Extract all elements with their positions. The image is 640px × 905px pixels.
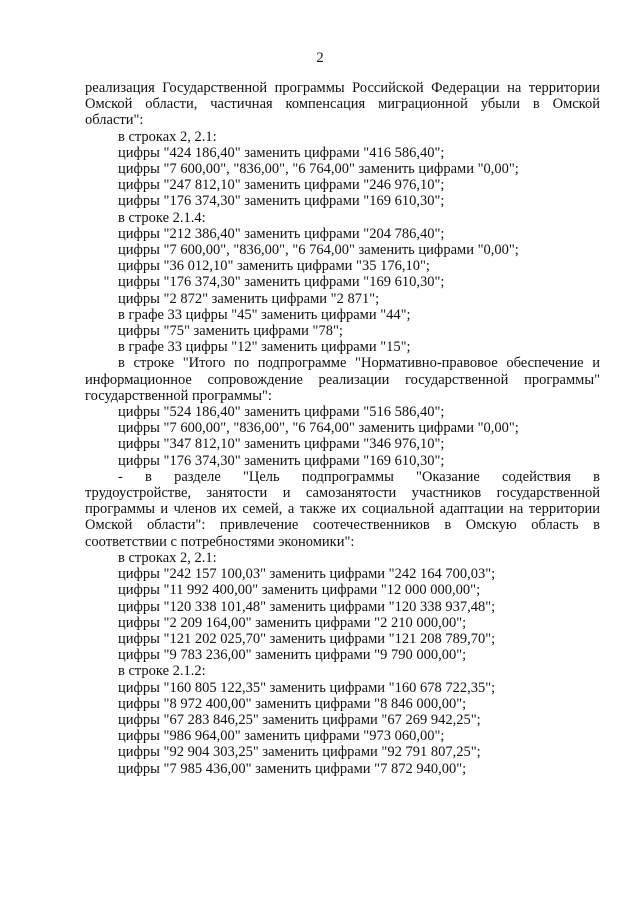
text-line: цифры "424 186,40" заменить цифрами "416 586,40"; [118,144,445,161]
text-line: в строке 2.1.2: [118,663,206,680]
text-line: трудоустройстве, занятости и самозанятости участников государственной [85,485,600,502]
text-line: цифры "7 600,00", "836,00", "6 764,00" заменить цифрами "0,00"; [118,242,519,259]
text-line: цифры "176 374,30" заменить цифрами "169 610,30"; [118,452,445,469]
text-line: цифры "176 374,30" заменить цифрами "169 610,30"; [118,274,445,291]
text-line: в строке 2.1.4: [118,209,206,226]
text-line: цифры "92 904 303,25" заменить цифрами "92 791 807,25"; [118,744,481,761]
text-line: цифры "120 338 101,48" заменить цифрами "120 338 937,48"; [118,598,496,615]
text-line: цифры "9 783 236,00" заменить цифрами "9 790 000,00"; [118,647,467,664]
text-line: цифры "247 812,10" заменить цифрами "246 976,10"; [118,177,445,194]
text-line: в строках 2, 2.1: [118,128,217,145]
text-line: в графе 33 цифры "12" заменить цифрами "15"; [118,339,411,356]
text-line: - в разделе "Цель подпрограммы "Оказание содействия в [118,468,600,485]
text-line: цифры "121 202 025,70" заменить цифрами "121 208 789,70"; [118,630,496,647]
text-line: Омской области": привлечение соотечественников в Омскую область в [85,517,600,534]
text-line: цифры "7 985 436,00" заменить цифрами "7 872 940,00"; [118,760,467,777]
text-line: цифры "212 386,40" заменить цифрами "204 786,40"; [118,225,445,242]
text-line: цифры "2 209 164,00" заменить цифрами "2 210 000,00"; [118,614,467,631]
text-line: цифры "67 283 846,25" заменить цифрами "67 269 942,25"; [118,711,481,728]
text-line: соответствии с потребностями экономики": [85,533,355,550]
text-line: цифры "7 600,00", "836,00", "6 764,00" заменить цифрами "0,00"; [118,420,519,437]
text-line: в графе 33 цифры "45" заменить цифрами "44"; [118,306,411,323]
text-line: реализация Государственной программы Российской Федерации на территории [85,80,600,96]
text-line: цифры "160 805 122,35" заменить цифрами "160 678 722,35"; [118,679,496,696]
text-line: Омской области, частичная компенсация миграционной убыли в Омской [85,96,600,113]
text-line: в строках 2, 2.1: [118,549,217,566]
text-line: цифры "524 186,40" заменить цифрами "516 586,40"; [118,404,445,421]
document-body [85,80,600,777]
text-line: цифры "347 812,10" заменить цифрами "346 976,10"; [118,436,445,453]
text-line: цифры "75" заменить цифрами "78"; [118,323,343,340]
text-line: цифры "11 992 400,00" заменить цифрами "12 000 000,00"; [118,582,481,599]
text-line: цифры "176 374,30" заменить цифрами "169 610,30"; [118,193,445,210]
text-line: цифры "36 012,10" заменить цифрами "35 176,10"; [118,258,430,275]
text-line: цифры "986 964,00" заменить цифрами "973 060,00"; [118,728,445,745]
text-line: информационное сопровождение реализации государственной программы" [85,371,600,388]
text-line: цифры "7 600,00", "836,00", "6 764,00" заменить цифрами "0,00"; [118,161,519,178]
text-line: государственной программы": [85,387,272,404]
text-line: программы и членов их семей, а также их социальной адаптации на территории [85,501,600,518]
text-line: в строке "Итого по подпрограмме "Нормативно-правовое обеспечение и [118,355,600,372]
text-line: цифры "8 972 400,00" заменить цифрами "8 846 000,00"; [118,695,467,712]
text-line: цифры "242 157 100,03" заменить цифрами "242 164 700,03"; [118,566,496,583]
text-line: области": [85,112,144,129]
page-number: 2 [316,50,324,66]
text-line: цифры "2 872" заменить цифрами "2 871"; [118,290,380,307]
